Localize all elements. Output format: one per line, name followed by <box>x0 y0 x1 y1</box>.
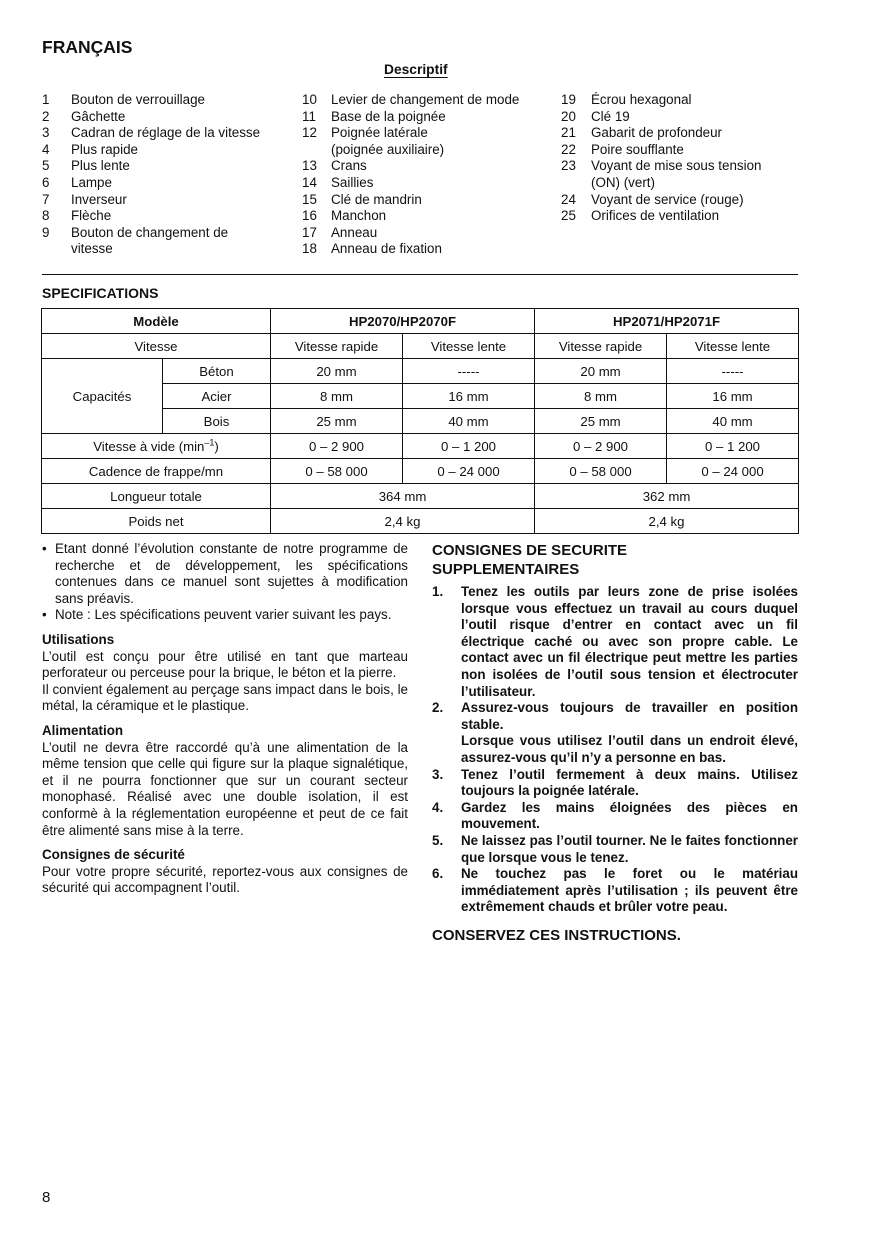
item-number: 12 <box>302 125 317 141</box>
item-number: 14 <box>302 174 317 190</box>
page-number: 8 <box>42 1189 51 1206</box>
table-cell: 364 mm <box>271 484 535 509</box>
table-cell: Vitesse <box>42 334 271 359</box>
description-item <box>42 192 282 209</box>
note-bullet <box>42 541 408 607</box>
item-number: 24 <box>561 191 576 207</box>
item-label: Bouton de verrouillage <box>71 92 205 107</box>
description-item <box>302 225 547 242</box>
description-item <box>561 192 798 209</box>
item-number: 1 <box>42 92 50 107</box>
item-number: 9 <box>42 224 50 240</box>
title-line: CONSIGNES DE SECURITE <box>432 542 628 559</box>
table-cell: 16 mm <box>403 384 535 409</box>
item-number: 5 <box>42 158 50 174</box>
table-cell: Capacités <box>42 359 163 434</box>
description-item <box>42 208 282 225</box>
item-number: 17 <box>302 224 317 240</box>
description-item <box>561 125 798 142</box>
item-number: 4. <box>432 799 444 815</box>
table-cell: Poids net <box>42 509 271 534</box>
table-cell: ----- <box>667 359 799 384</box>
item-number: 2 <box>42 108 50 124</box>
item-label: Inverseur <box>71 191 127 207</box>
table-header-cell: HP2070/HP2070F <box>271 309 535 334</box>
bullet-marker: • <box>42 541 47 556</box>
item-text: Ne laissez pas l’outil tourner. Ne le faites fonctionner que lorsque vous le tenez. <box>461 832 798 865</box>
table-row <box>42 309 799 334</box>
closing-parenthesis: ) <box>214 438 219 454</box>
table-cell: 25 mm <box>535 409 667 434</box>
item-number: 10 <box>302 92 317 107</box>
item-label: Écrou hexagonal <box>591 92 692 107</box>
section-divider <box>42 274 798 275</box>
table-cell: 0 – 58 000 <box>535 459 667 484</box>
table-row <box>42 509 799 534</box>
table-cell: 40 mm <box>667 409 799 434</box>
description-item <box>302 208 547 225</box>
item-label: Bouton de changement de vitesse <box>71 224 229 257</box>
description-column-1 <box>42 92 282 258</box>
item-number: 23 <box>561 158 576 174</box>
table-cell: 20 mm <box>271 359 403 384</box>
unit-exponent: –1 <box>204 437 215 448</box>
safety-item <box>432 700 798 766</box>
item-text: Tenez l’outil fermement à deux mains. Utilisez toujours la poignée latérale. <box>461 766 798 799</box>
item-label: Anneau de fixation <box>331 241 442 257</box>
item-number: 21 <box>561 125 576 141</box>
table-row <box>42 459 799 484</box>
table-cell: Béton <box>163 359 271 384</box>
item-number: 11 <box>302 108 316 124</box>
item-label: Plus lente <box>71 158 130 174</box>
safety-item <box>432 833 798 866</box>
table-cell: Bois <box>163 409 271 434</box>
title-line: SUPPLEMENTAIRES <box>432 561 580 578</box>
description-item <box>302 192 547 209</box>
item-label: Manchon <box>331 208 387 224</box>
description-item <box>42 175 282 192</box>
additional-safety-title <box>432 541 798 579</box>
description-item <box>302 175 547 192</box>
safety-item <box>432 800 798 833</box>
item-label: Levier de changement de mode <box>331 92 520 107</box>
safety-heading: Consignes de sécurité <box>42 847 185 863</box>
table-cell: 0 – 1 200 <box>667 434 799 459</box>
no-load-speed-label: Vitesse à vide (min <box>93 438 205 454</box>
table-cell: 0 – 2 900 <box>271 434 403 459</box>
item-label: Voyant de service (rouge) <box>591 191 744 207</box>
table-cell: Vitesse lente <box>667 334 799 359</box>
table-cell: Vitesse lente <box>403 334 535 359</box>
item-number: 3 <box>42 125 50 141</box>
usage-heading: Utilisations <box>42 631 115 647</box>
description-item <box>561 208 798 225</box>
description-item <box>561 92 798 109</box>
item-number: 1. <box>432 584 444 599</box>
item-number: 3. <box>432 766 444 782</box>
note-text: Note : Les spécifications peuvent varier suivant les pays. <box>55 607 392 623</box>
table-cell: 0 – 1 200 <box>403 434 535 459</box>
item-label: Crans <box>331 158 367 174</box>
description-item <box>42 142 282 159</box>
item-label: Clé de mandrin <box>331 191 422 207</box>
item-label: Plus rapide <box>71 141 138 157</box>
description-item <box>302 92 547 109</box>
item-label: Orifices de ventilation <box>591 208 720 224</box>
table-cell: ----- <box>403 359 535 384</box>
table-cell: 0 – 24 000 <box>403 459 535 484</box>
description-item <box>302 241 547 258</box>
safety-item <box>432 767 798 800</box>
item-label: Cadran de réglage de la vitesse <box>71 125 261 141</box>
notes-column <box>42 541 408 897</box>
note-text: Etant donné l’évolution constante de notre programme de recherche et de développement, les spécifications contenues dans ce manuel sont sujettes à modification sans préavis. <box>55 541 408 606</box>
item-label: Lampe <box>71 174 112 190</box>
item-number: 25 <box>561 208 576 224</box>
table-cell: 8 mm <box>535 384 667 409</box>
table-cell: Acier <box>163 384 271 409</box>
item-label: Gabarit de profondeur <box>591 125 723 141</box>
item-text: Ne touchez pas le foret ou le matériau immédiatement après l’utilisation ; ils peuvent être extrêmement chauds et brûler votre peau. <box>461 866 798 915</box>
item-text: Assurez-vous toujours de travailler en position stable. <box>461 700 798 732</box>
item-number: 8 <box>42 208 50 224</box>
table-cell: 0 – 2 900 <box>535 434 667 459</box>
item-label: Gâchette <box>71 108 126 124</box>
item-number: 5. <box>432 832 444 848</box>
item-label: Base de la poignée <box>331 108 446 124</box>
safety-paragraph: Pour votre propre sécurité, reportez-vous aux consignes de sécurité qui accompagnent l’outil. <box>42 863 408 896</box>
item-number: 4 <box>42 141 50 157</box>
item-label: Poignée latérale (poignée auxiliaire) <box>331 125 445 157</box>
item-number: 19 <box>561 92 576 107</box>
specifications-table <box>41 308 799 534</box>
item-text: Tenez les outils par leurs zone de prise isolées lorsque vous effectuez un travail au cours duquel l’outil risque d’entrer en contact avec un fil électrique caché ou avec son propre cable. Le contact avec un fil électrique peut mettre les parties non isolées de l’outil sous tension et électrocuter l’utilisateur. <box>461 584 798 699</box>
item-text: Gardez les mains éloignées des pièces en mouvement. <box>461 799 798 832</box>
table-row <box>42 484 799 509</box>
item-number: 6. <box>432 866 444 882</box>
table-cell: 16 mm <box>667 384 799 409</box>
description-item <box>42 125 282 142</box>
table-cell: Cadence de frappe/mn <box>42 459 271 484</box>
description-item <box>302 158 547 175</box>
item-label: Anneau <box>331 224 378 240</box>
table-row <box>42 334 799 359</box>
table-cell: Vitesse rapide <box>535 334 667 359</box>
item-number: 22 <box>561 141 576 157</box>
description-column-3 <box>561 92 798 225</box>
table-cell <box>42 434 271 459</box>
item-number: 15 <box>302 191 317 207</box>
safety-item <box>432 584 798 700</box>
table-cell: Longueur totale <box>42 484 271 509</box>
description-item <box>561 158 798 191</box>
table-row <box>42 434 799 459</box>
description-item <box>561 109 798 126</box>
description-item <box>561 142 798 159</box>
table-cell: 8 mm <box>271 384 403 409</box>
table-cell: Vitesse rapide <box>271 334 403 359</box>
item-label: Flèche <box>71 208 112 224</box>
table-cell: 0 – 58 000 <box>271 459 403 484</box>
description-item <box>302 109 547 126</box>
bullet-marker: • <box>42 607 47 623</box>
table-cell: 362 mm <box>535 484 799 509</box>
description-item <box>302 125 547 158</box>
table-cell: 2,4 kg <box>271 509 535 534</box>
usage-paragraph: L’outil est conçu pour être utilisé en tant que marteau perforateur ou perceuse pour la brique, le béton et la pierre. <box>42 648 408 681</box>
safety-item <box>432 866 798 916</box>
item-label: Saillies <box>331 174 374 190</box>
item-number: 20 <box>561 108 576 124</box>
description-item <box>42 92 282 109</box>
description-title: Descriptif <box>384 62 448 77</box>
specifications-title: SPECIFICATIONS <box>42 285 159 301</box>
description-item <box>42 158 282 175</box>
power-heading: Alimentation <box>42 722 124 738</box>
item-number: 18 <box>302 241 317 257</box>
table-header-cell: HP2071/HP2071F <box>535 309 799 334</box>
table-cell: 2,4 kg <box>535 509 799 534</box>
item-number: 13 <box>302 158 317 174</box>
table-cell: 20 mm <box>535 359 667 384</box>
item-label: Clé 19 <box>591 108 630 124</box>
item-number: 7 <box>42 191 50 207</box>
description-item <box>42 109 282 126</box>
keep-instructions: CONSERVEZ CES INSTRUCTIONS. <box>432 926 681 944</box>
table-header-cell: Modèle <box>42 309 271 334</box>
page-title: FRANÇAIS <box>42 37 133 57</box>
item-label: Voyant de mise sous tension (ON) (vert) <box>591 158 762 190</box>
table-cell: 40 mm <box>403 409 535 434</box>
description-item <box>42 225 282 258</box>
usage-paragraph: Il convient également au perçage sans impact dans le bois, le métal, la céramique et le plastique. <box>42 681 408 714</box>
item-number: 2. <box>432 700 444 716</box>
item-number: 16 <box>302 208 317 224</box>
note-bullet <box>42 607 408 624</box>
item-extra-text: Lorsque vous utilisez l’outil dans un endroit élevé, assurez-vous qu’il n’y a personne en bas. <box>461 733 798 765</box>
power-paragraph: L’outil ne devra être raccordé qu’à une alimentation de la même tension que celle qui figure sur la plaque signalétique, et il ne pourra fonctionner que sur un courant secteur monophasé. Réalisé avec une double isolation, il est conformè à la réglementation européenne et peut de ce fait être alimenté sans mise à la terre. <box>42 739 408 838</box>
item-text-group <box>461 700 798 766</box>
item-number: 6 <box>42 174 50 190</box>
table-cell: 25 mm <box>271 409 403 434</box>
item-label: Poire soufflante <box>591 141 684 157</box>
table-cell: 0 – 24 000 <box>667 459 799 484</box>
description-column-2 <box>302 92 547 258</box>
table-row <box>42 359 799 384</box>
safety-column <box>432 541 798 945</box>
